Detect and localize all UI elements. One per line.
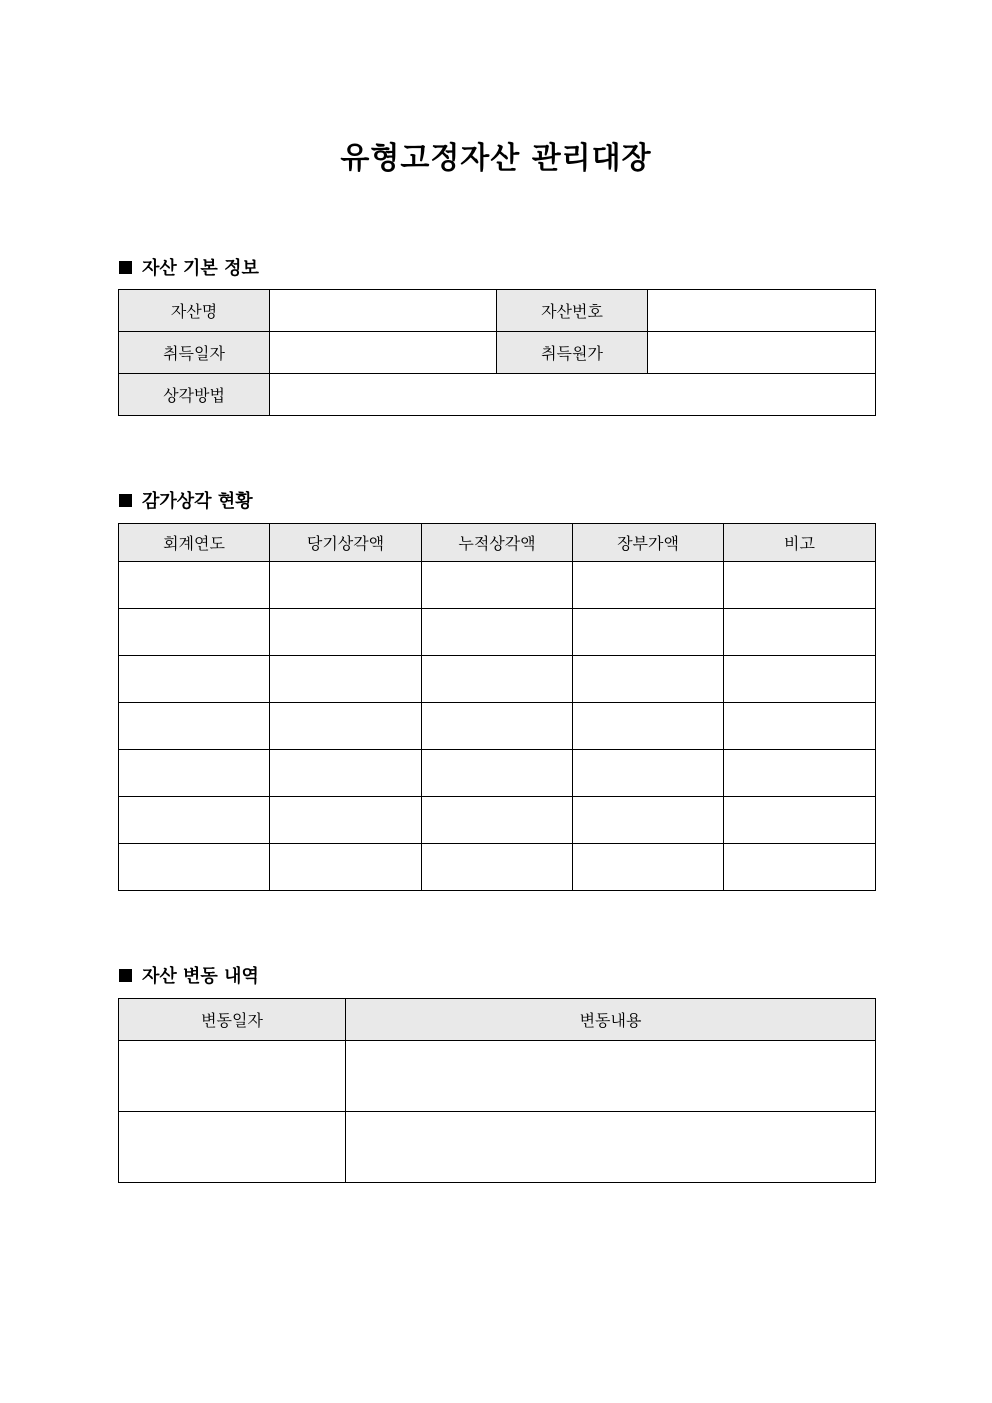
asset-name-label: 자산명 bbox=[119, 290, 270, 332]
square-bullet-icon bbox=[119, 261, 132, 274]
table-cell[interactable] bbox=[119, 703, 270, 750]
table-row bbox=[119, 703, 876, 750]
table-cell[interactable] bbox=[724, 656, 876, 703]
table-cell[interactable] bbox=[270, 562, 422, 609]
table-row bbox=[119, 562, 876, 609]
table-cell[interactable] bbox=[573, 750, 724, 797]
column-header: 변동내용 bbox=[346, 999, 876, 1041]
table-row bbox=[119, 609, 876, 656]
table-cell[interactable] bbox=[270, 844, 422, 891]
section-heading-changes bbox=[119, 962, 259, 988]
asset-number-label: 자산번호 bbox=[497, 290, 648, 332]
section-heading-depreciation bbox=[119, 487, 253, 513]
table-cell[interactable] bbox=[724, 609, 876, 656]
asset-name-field[interactable] bbox=[270, 290, 497, 332]
acquisition-date-label: 취득일자 bbox=[119, 332, 270, 374]
table-row bbox=[119, 750, 876, 797]
square-bullet-icon bbox=[119, 969, 132, 982]
acquisition-cost-field[interactable] bbox=[648, 332, 876, 374]
table-cell[interactable] bbox=[119, 750, 270, 797]
table-cell[interactable] bbox=[119, 1041, 346, 1112]
table-row bbox=[119, 1041, 876, 1112]
table-row bbox=[119, 1112, 876, 1183]
table-cell[interactable] bbox=[573, 656, 724, 703]
column-header: 비고 bbox=[724, 524, 876, 562]
change-history-table bbox=[118, 998, 876, 1183]
table-cell[interactable] bbox=[724, 750, 876, 797]
section-heading-text: 자산 변동 내역 bbox=[142, 966, 259, 987]
column-header: 변동일자 bbox=[119, 999, 346, 1041]
table-cell[interactable] bbox=[119, 797, 270, 844]
table-cell[interactable] bbox=[573, 844, 724, 891]
table-cell[interactable] bbox=[573, 703, 724, 750]
acquisition-date-field[interactable] bbox=[270, 332, 497, 374]
table-cell[interactable] bbox=[724, 562, 876, 609]
asset-number-field[interactable] bbox=[648, 290, 876, 332]
square-bullet-icon bbox=[119, 494, 132, 507]
basic-info-table bbox=[118, 289, 876, 416]
table-cell[interactable] bbox=[573, 562, 724, 609]
depreciation-method-label: 상각방법 bbox=[119, 374, 270, 416]
table-cell[interactable] bbox=[422, 797, 573, 844]
table-cell[interactable] bbox=[724, 703, 876, 750]
table-cell[interactable] bbox=[119, 609, 270, 656]
section-heading-text: 자산 기본 정보 bbox=[142, 258, 259, 279]
column-header: 장부가액 bbox=[573, 524, 724, 562]
table-row bbox=[119, 797, 876, 844]
depreciation-table bbox=[118, 523, 876, 891]
acquisition-cost-label: 취득원가 bbox=[497, 332, 648, 374]
section-heading-basic bbox=[119, 254, 259, 280]
table-cell[interactable] bbox=[270, 609, 422, 656]
table-cell[interactable] bbox=[422, 703, 573, 750]
page-title: 유형고정자산 관리대장 bbox=[340, 141, 652, 176]
table-cell[interactable] bbox=[119, 1112, 346, 1183]
column-header: 회계연도 bbox=[119, 524, 270, 562]
section-heading-text: 감가상각 현황 bbox=[142, 491, 253, 512]
table-row bbox=[119, 656, 876, 703]
table-row bbox=[119, 844, 876, 891]
table-cell[interactable] bbox=[346, 1041, 876, 1112]
table-cell[interactable] bbox=[119, 562, 270, 609]
table-cell[interactable] bbox=[422, 656, 573, 703]
table-cell[interactable] bbox=[346, 1112, 876, 1183]
table-cell[interactable] bbox=[270, 797, 422, 844]
table-cell[interactable] bbox=[724, 797, 876, 844]
column-header: 당기상각액 bbox=[270, 524, 422, 562]
table-cell[interactable] bbox=[724, 844, 876, 891]
table-cell[interactable] bbox=[422, 562, 573, 609]
depreciation-method-field[interactable] bbox=[270, 374, 876, 416]
table-cell[interactable] bbox=[573, 609, 724, 656]
table-cell[interactable] bbox=[422, 750, 573, 797]
table-cell[interactable] bbox=[119, 844, 270, 891]
column-header: 누적상각액 bbox=[422, 524, 573, 562]
table-cell[interactable] bbox=[270, 750, 422, 797]
table-cell[interactable] bbox=[422, 844, 573, 891]
table-cell[interactable] bbox=[270, 703, 422, 750]
table-cell[interactable] bbox=[422, 609, 573, 656]
table-cell[interactable] bbox=[270, 656, 422, 703]
table-cell[interactable] bbox=[573, 797, 724, 844]
table-cell[interactable] bbox=[119, 656, 270, 703]
